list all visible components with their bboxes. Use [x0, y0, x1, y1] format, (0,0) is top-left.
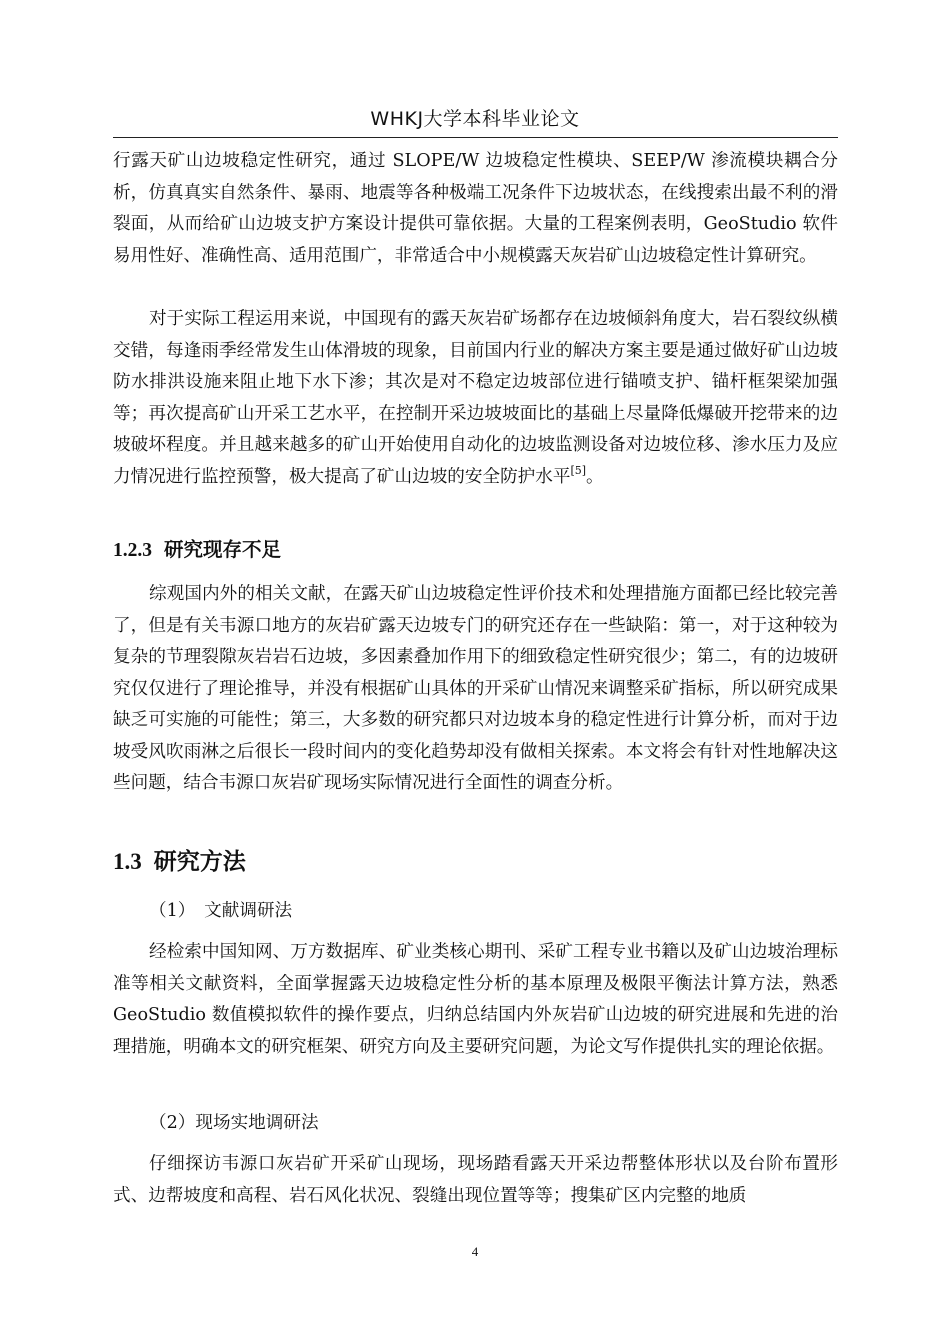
paragraph-2-text: 对于实际工程运用来说，中国现有的露天灰岩矿场都存在边坡倾斜角度大，岩石裂纹纵横交错，每逢雨季经常发生山体滑坡的现象，目前国内行业的解决方案主要是通过做好矿山边坡防水排洪设施来阻止地下水下渗；其次是对不稳定边坡部位进行锚喷支护、锚杆框架梁加强等；再次提高矿山开采工艺水平，在控制开采边坡坡面比的基础上尽量降低爆破开挖带来的边坡破坏程度。并且越来越多的矿山开始使用自动化的边坡监测设备对边坡位移、渗水压力及应力情况进行监控预警，极大提高了矿山边坡的安全防护水平	[113, 309, 838, 487]
section-heading-1-2-3	[113, 534, 838, 562]
paragraph-3: 综观国内外的相关文献，在露天矿山边坡稳定性评价技术和处理措施方面都已经比较完善了，但是有关韦源口地方的灰岩矿露天边坡专门的研究还存在一些缺陷：第一，对于这种较为复杂的节理裂隙灰岩岩石边坡，多因素叠加作用下的细致稳定性研究很少；第二，有的边坡研究仅仅进行了理论推导，并没有根据矿山具体的开采矿山情况来调整采矿指标，所以研究成果缺乏可实施的可能性；第三，大多数的研究都只对边坡本身的稳定性进行计算分析，而对于边坡受风吹雨淋之后很长一段时间内的变化趋势却没有做相关探索。本文将会有针对性地解决这些问题，结合韦源口灰岩矿现场实际情况进行全面性的调查分析。	[113, 584, 838, 793]
paragraph-2-end: 。	[586, 466, 604, 487]
section-title: 研究现存不足	[164, 538, 282, 561]
page-number: 4	[471, 1244, 479, 1259]
section-heading-1-3	[113, 843, 838, 876]
paragraph-2	[113, 304, 838, 493]
paragraph-4: 经检索中国知网、万方数据库、矿业类核心期刊、采矿工程专业书籍以及矿山边坡治理标准等相关文献资料，全面掌握露天边坡稳定性分析的基本原理及极限平衡法计算方法，熟悉 GeoStudio 数值模拟软件的操作要点，归纳总结国内外灰岩矿山边坡的研究进展和先进的治理措施，明确本文的研究框架、研究方向及主要研究问题，为论文写作提供扎实的理论依据。	[113, 942, 838, 1057]
header-rule	[113, 137, 838, 138]
section-number: 1.2.3	[113, 540, 152, 561]
method-item-2: （2）现场实地调研法	[149, 1113, 319, 1133]
running-header: WHKJ大学本科毕业论文	[370, 108, 580, 130]
paragraph-5: 仔细探访韦源口灰岩矿开采矿山现场，现场踏看露天开采边帮整体形状以及台阶布置形式、边帮坡度和高程、岩石风化状况、裂缝出现位置等等；搜集矿区内完整的地质	[113, 1154, 838, 1206]
paragraph-1: 行露天矿山边坡稳定性研究，通过 SLOPE/W 边坡稳定性模块、SEEP/W 渗流模块耦合分析，仿真真实自然条件、暴雨、地震等各种极端工况条件下边坡状态，在线搜索出最不利的滑裂面，从而给矿山边坡支护方案设计提供可靠依据。大量的工程案例表明，GeoStudio 软件易用性好、准确性高、适用范围广，非常适合中小规模露天灰岩矿山边坡稳定性计算研究。	[113, 151, 838, 266]
section-number: 1.3	[113, 849, 142, 874]
section-title: 研究方法	[153, 849, 246, 875]
method-item-1: （1） 文献调研法	[149, 901, 293, 921]
citation-ref: [5]	[570, 463, 587, 477]
